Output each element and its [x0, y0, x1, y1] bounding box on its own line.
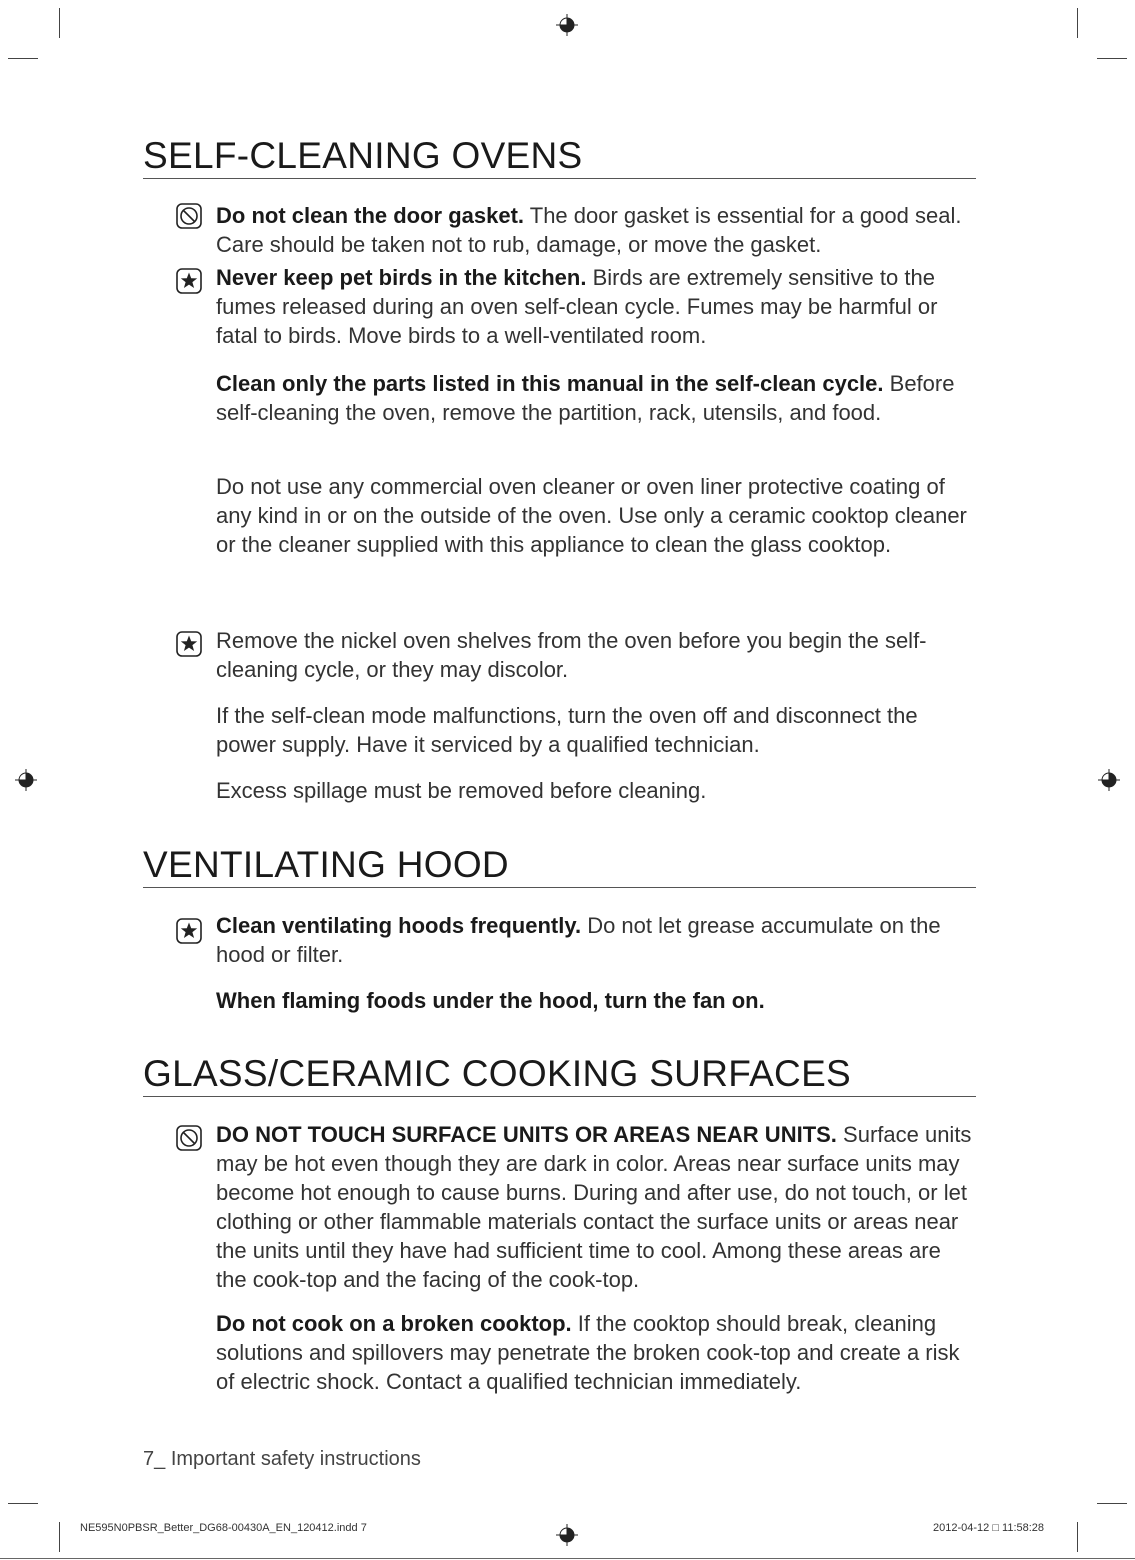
bottom-border — [0, 1558, 1135, 1559]
safety-item — [216, 911, 976, 969]
registration-mark-icon — [556, 1524, 578, 1546]
item-heading: Never keep pet birds in the kitchen. — [216, 265, 587, 290]
safety-item — [216, 263, 976, 350]
prohibition-icon — [176, 203, 202, 229]
item-heading: Do not clean the door gasket. — [216, 203, 525, 228]
registration-mark-icon — [556, 14, 578, 36]
crop-mark — [8, 58, 38, 59]
crop-mark — [1097, 1503, 1127, 1504]
crop-mark — [1077, 8, 1078, 38]
page-footer — [143, 1448, 421, 1471]
safety-item — [216, 472, 976, 559]
item-text: Remove the nickel oven shelves from the oven before you begin the self-cleaning cycle, or they may discolor. — [216, 628, 927, 682]
warning-star-icon — [176, 918, 202, 944]
item-text: If the self-clean mode malfunctions, turn the oven off and disconnect the power supply. Have it serviced by a qualified technician. — [216, 703, 918, 757]
print-timestamp: 2012-04-12 □ 11:58:28 — [933, 1522, 1045, 1534]
safety-item — [216, 701, 976, 759]
safety-item — [216, 986, 976, 1015]
crop-mark — [1097, 58, 1127, 59]
crop-mark — [8, 1503, 38, 1504]
warning-star-icon — [176, 631, 202, 657]
safety-item — [216, 1309, 976, 1396]
prohibition-icon — [176, 1125, 202, 1151]
item-text: Surface units may be hot even though they are dark in color. Areas near surface units may become hot enough to cause burns. During and after use, do not touch, or let clothing or other flammable materials contact the surface units or areas near the units until they have had sufficient time to cool. Among these areas are the cook-top and the facing of the cook-top. — [216, 1122, 972, 1292]
item-text: If the cooktop should break, cleaning solutions and spillovers may penetrate the broken cook-top and create a risk of electric shock. Contact a qualified technician immediately. — [216, 1311, 960, 1394]
safety-item — [216, 369, 976, 427]
item-text: Do not let grease accumulate on the hood or filter. — [216, 913, 941, 967]
item-heading: Clean ventilating hoods frequently. — [216, 913, 582, 938]
item-text: Before self-cleaning the oven, remove the partition, rack, utensils, and food. — [216, 371, 955, 425]
page-label: Important safety instructions — [170, 1448, 421, 1470]
section-title: VENTILATING HOOD — [143, 843, 976, 888]
warning-star-icon — [176, 268, 202, 294]
safety-item — [216, 626, 976, 684]
item-heading: Do not cook on a broken cooktop. — [216, 1311, 572, 1336]
safety-item — [216, 1120, 976, 1294]
item-heading: DO NOT TOUCH SURFACE UNITS OR AREAS NEAR UNITS. — [216, 1122, 837, 1147]
item-text: Birds are extremely sensitive to the fumes released during an oven self-clean cycle. Fumes may be harmful or fatal to birds. Move birds to a well-ventilated room. — [216, 265, 938, 348]
registration-mark-icon — [15, 769, 37, 791]
item-text: Do not use any commercial oven cleaner or oven liner protective coating of any kind in or on the outside of the oven. Use only a ceramic cooktop cleaner or the cleaner supplied with this appliance to clean the glass cooktop. — [216, 474, 967, 557]
safety-item — [216, 776, 976, 805]
crop-mark — [59, 1522, 60, 1552]
section-title: SELF-CLEANING OVENS — [143, 134, 976, 179]
registration-mark-icon — [1098, 769, 1120, 791]
section-title: GLASS/CERAMIC COOKING SURFACES — [143, 1052, 976, 1097]
item-text: The door gasket is essential for a good seal. Care should be taken not to rub, damage, or move the gasket. — [216, 203, 962, 257]
safety-item — [216, 201, 976, 259]
crop-mark — [1077, 1522, 1078, 1552]
crop-mark — [59, 8, 60, 38]
item-heading: When flaming foods under the hood, turn the fan on. — [216, 988, 765, 1013]
page-number: 7_ — [143, 1448, 166, 1470]
file-name: NE595N0PBSR_Better_DG68-00430A_EN_120412.indd 7 — [80, 1522, 367, 1534]
item-heading: Clean only the parts listed in this manual in the self-clean cycle. — [216, 371, 884, 396]
item-text: Excess spillage must be removed before cleaning. — [216, 778, 707, 803]
